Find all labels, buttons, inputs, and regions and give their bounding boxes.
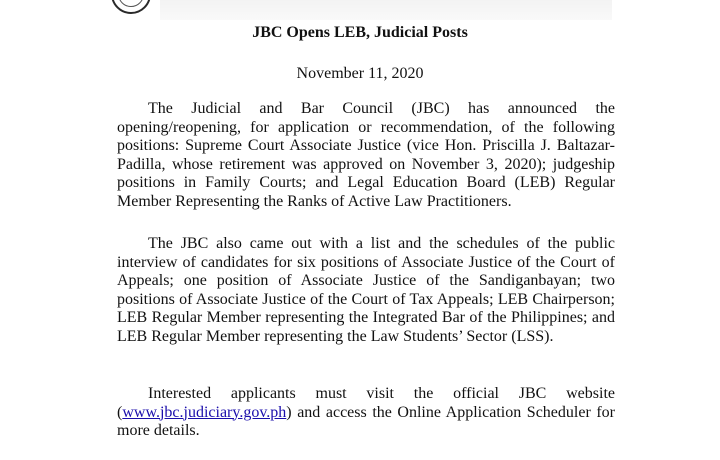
letterhead-band — [160, 0, 612, 20]
paragraph-announcement: The Judicial and Bar Council (JBC) has announced the opening/reopening, for application or recommendation, of the following positions: Supreme Court Associate Justice (vice Hon. Priscilla J. Baltazar-Padilla, whose retirement was approved on November 3, 2020); judgeship positions in Family Courts; and Legal Education Board (LEB) Regular Member Representing the Ranks of Active Law Practitioners. — [117, 100, 615, 210]
seal-logo — [111, 0, 151, 14]
jbc-website-link[interactable]: www.jbc.judiciary.gov.ph — [122, 403, 287, 421]
closing-text-before: Interested applicants must visit the official JBC website ( — [117, 385, 615, 421]
document-date: November 11, 2020 — [296, 65, 424, 82]
closing-text-after: ) and access the Online Application Scheduler for more details. — [117, 403, 615, 440]
paragraph-closing — [117, 385, 615, 441]
paragraph-interviews: The JBC also came out with a list and the schedules of the public interview of candidates for six positions of Associate Justice of the Court of Appeals; one position of Associate Justice of the Sandiganbayan; two positions of Associate Justice of the Court of Tax Appeals; LEB Chairperson; LEB Regular Member representing the Integrated Bar of the Philippines; and LEB Regular Member representing the Law Students’ Sector (LSS). — [117, 235, 615, 345]
document-title: JBC Opens LEB, Judicial Posts — [252, 24, 468, 41]
